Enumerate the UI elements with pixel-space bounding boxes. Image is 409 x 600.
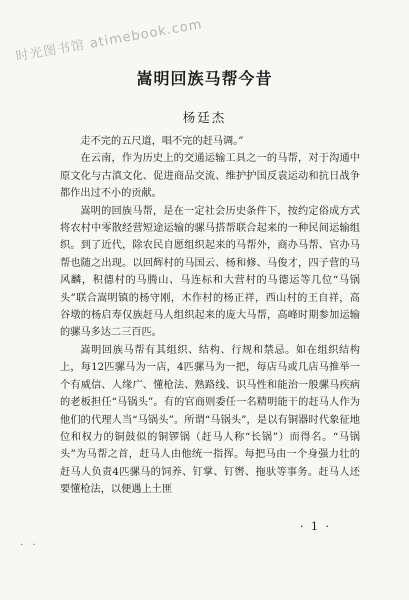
paragraph: 在云南，作为历史上的交通运输工具之一的马帮，对于沟通中原文化与古滇文化、促进商品交流、维护护国反袁运动和抗日战争都作出过不小的贡献。: [60, 153, 360, 200]
article-body: [60, 133, 360, 499]
author-name: 杨廷杰: [182, 110, 227, 125]
article-title: 嵩明回族马帮今昔: [136, 69, 273, 88]
paragraph: 嵩明回族马帮有其组织、结构、行规和禁忌。如在组织结构上，每12匹骡马为一店，4匹骡马为一把，每店马或几店马推举一个有威信、人缘广、懂枪法、熟路线、识马性和能治一般骡马疾病的老板担任“马锅头”。有的官商则委任一名精明能干的赶马人作为他们的代理人当“马锅头”。所谓“马锅头”，是以有铜器时代象征地位和权力的铜鼓似的铜锣锅（赶马人称“长锅”）而得名。“马锅头”为马帮之首，赶马人由他统一指挥。每把马由一个身强力壮的赶马人负责4匹骡马的饲养、钉掌、钉辔、拖驮等事务。赶马人还要懂枪法，以便遇上土匪: [60, 344, 360, 496]
page-number: · 1 ·: [300, 520, 331, 533]
margin-mark: · ·: [20, 540, 39, 551]
paragraph: 嵩明的回族马帮，是在一定社会历史条件下，按约定俗成方式将农村中零散经营短途运输的骡马搭帮联合起来的一种民间运输组织。到了近代，除农民自愿组织起来的马帮外，商办马帮、官办马帮也随之出现。以回辉村的马国云、杨和修、马俊才，四子营的马风麟，积德村的马腾山、马连标和大营村的马德运等几位“马锅头”联合嵩明镇的杨守刚，木作村的杨正祥，西山村的王自祥，高谷墩的杨启寿仅族赶马人组织起来的庞大马帮，高峰时期参加运输的骡马多达二三百匹。: [60, 205, 360, 339]
paragraph: 走不完的五尺道，唱不完的赶马调。”: [80, 136, 244, 147]
watermark-text: 时光图书馆 atimebook.com: [14, 17, 204, 65]
